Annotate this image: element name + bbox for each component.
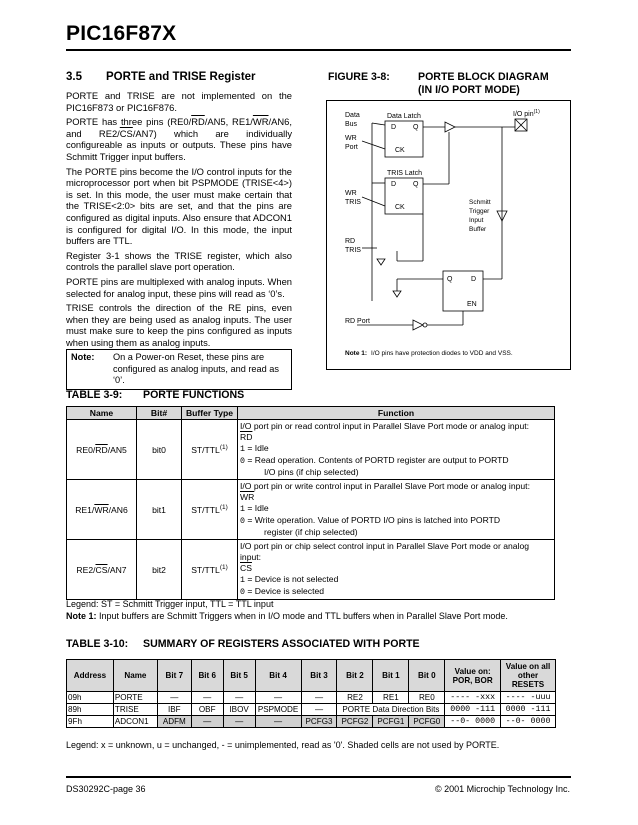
header-bit5: Bit 5	[223, 660, 255, 692]
row-function: I/O port pin or write control input in Parallel Slave Port mode or analog input: $\overline{WR}$ 1 = Idle 0 = Write operation. Value of PORTD I/O pins is latched into PORTD register (if chip selected)	[238, 480, 555, 540]
table2-number: TABLE 3-10:	[66, 638, 129, 650]
paragraph-4: Register 3-1 shows the TRISE register, which also controls the parallel slave port operation.	[66, 249, 292, 273]
row-name: $RE0/\overline{RD}/AN5$	[67, 420, 137, 480]
row-function: I/O port pin or read control input in Parallel Slave Port mode or analog input: $\overline{RD}$ 1 = Idle 0 = Read operation. Contents of PORTD register are output to PORTD I/O pins (if chip selected)	[238, 420, 555, 480]
header-bit0: Bit 0	[409, 660, 445, 692]
section-number: 3.5	[66, 71, 82, 83]
label-rd-tris-2: TRIS	[345, 247, 361, 254]
output-buffer-icon	[445, 122, 455, 132]
rd-port-buffer-icon	[413, 320, 423, 330]
row-buffer: ST/TTL$^{(1)}$	[182, 540, 238, 600]
label-wr-tris-2: TRIS	[345, 199, 361, 206]
label-q3: Q	[447, 276, 453, 283]
table1-legend: Legend: ST = Schmitt Trigger input, TTL = TTL input	[66, 599, 274, 609]
footer-rule	[66, 776, 571, 778]
table-row	[67, 420, 555, 480]
header-bit7: Bit 7	[157, 660, 191, 692]
label-en: EN	[467, 301, 477, 308]
figure-number: FIGURE 3-8:	[328, 71, 390, 83]
footer-right: © 2001 Microchip Technology Inc.	[434, 784, 570, 794]
porte-registers-table	[66, 659, 556, 728]
label-d2: D	[391, 181, 397, 188]
section-body	[66, 90, 292, 351]
header-rule	[66, 49, 571, 51]
header-bit1: Bit 1	[373, 660, 409, 692]
paragraph-2: PORTE has three pins ($RE0/\overline{RD}/AN5$, $RE1/\overline{WR}/AN6$, and $RE2/\overline{CS}/AN7$) which are individually configureable as inputs or outputs. These pins have Schmitt Trigger input buffers.	[66, 116, 293, 162]
label-d1: D	[391, 124, 397, 131]
row-bit: bit2	[137, 540, 182, 600]
label-data-latch: Data Latch	[387, 113, 421, 120]
page-header-title: PIC16F87X	[66, 22, 177, 45]
header-function: Function	[238, 407, 555, 420]
figure-title	[328, 71, 549, 97]
row-name: $RE2/\overline{CS}/AN7$	[67, 540, 137, 600]
header-bit6: Bit 6	[191, 660, 223, 692]
header-buffer: Buffer Type	[182, 407, 238, 420]
label-ck1: CK	[395, 147, 405, 154]
label-data-bus-2: Bus	[345, 121, 358, 128]
table2-header-row	[67, 660, 556, 692]
table1-header-row	[67, 407, 555, 420]
table-row: 9Fh ADCON1 ADFM — — — PCFG3 PCFG2 PCFG1 PCFG0 --0- 0000 --0- 0000	[67, 716, 556, 728]
header-other-resets: Value on all other RESETS	[501, 660, 556, 692]
porte-functions-table	[66, 406, 555, 600]
label-rd-port: RD Port	[345, 318, 370, 325]
table1-title-text: PORTE FUNCTIONS	[143, 389, 245, 401]
footer-left: DS30292C-page 36	[66, 784, 146, 794]
label-tris-latch: TRIS Latch	[387, 170, 423, 177]
label-q1: Q	[413, 124, 419, 131]
label-wr-port-1: WR	[345, 135, 357, 142]
table1-note: Note 1: Input buffers are Schmitt Triggers when in I/O mode and TTL buffers when in Parallel Slave Port mode.	[66, 611, 508, 621]
label-data-bus-1: Data	[345, 112, 360, 119]
note-box	[66, 349, 292, 390]
paragraph-1: PORTE and TRISE are not implemented on the PIC16F873 or PIC16F876.	[66, 90, 292, 113]
row-buffer: ST/TTL$^{(1)}$	[182, 420, 238, 480]
row-buffer: ST/TTL$^{(1)}$	[182, 480, 238, 540]
table1-title	[66, 389, 244, 401]
note-label: Note:	[71, 352, 95, 362]
section-title: PORTE and TRISE Register	[106, 71, 256, 83]
header-bit4: Bit 4	[255, 660, 301, 692]
label-q2: Q	[413, 181, 419, 188]
header-bit2: Bit 2	[337, 660, 373, 692]
table1-number: TABLE 3-9:	[66, 389, 123, 401]
header-address: Address	[67, 660, 114, 692]
label-schmitt-2: Trigger	[469, 208, 490, 215]
figure-title-line2: (IN I/O PORT MODE)	[418, 84, 520, 96]
label-ck2: CK	[395, 204, 405, 211]
label-wr-tris-1: WR	[345, 190, 357, 197]
table2-title	[66, 638, 420, 650]
table-row	[67, 540, 555, 600]
q-buffer-icon	[393, 291, 401, 297]
row-bit: bit1	[137, 480, 182, 540]
note-text: On a Power-on Reset, these pins are configured as analog inputs, and read as ‘0’.	[113, 352, 280, 385]
block-diagram-frame	[326, 100, 571, 370]
table-row: 09h PORTE — — — — — RE2 RE1 RE0 ---- -xxx ---- -uuu	[67, 692, 556, 704]
table2-legend: Legend: x = unknown, u = unchanged, - = unimplemented, read as '0'. Shaded cells are not used by PORTE.	[66, 740, 500, 750]
label-d3: D	[471, 276, 477, 283]
label-schmitt-4: Buffer	[469, 226, 487, 233]
header-name: Name	[113, 660, 157, 692]
porte-block-diagram	[327, 101, 570, 369]
row-name: $RE1/\overline{WR}/AN6$	[67, 480, 137, 540]
label-rd-tris-1: RD	[345, 238, 356, 245]
paragraph-5: PORTE pins are multiplexed with analog inputs. When selected for analog input, these pins will read as ‘0’s.	[66, 275, 292, 299]
table-row	[67, 480, 555, 540]
header-bit3: Bit 3	[301, 660, 337, 692]
figure-note: Note 1: I/O pins have protection diodes to VDD and VSS.	[345, 350, 513, 357]
figure-title-line1: PORTE BLOCK DIAGRAM	[418, 71, 549, 83]
table-row: 89h TRISE IBF OBF IBOV PSPMODE — PORTE Data Direction Bits 0000 -111 0000 -111	[67, 704, 556, 716]
label-schmitt-1: Schmitt	[469, 199, 491, 206]
paragraph-3: The PORTE pins become the I/O control inputs for the microprocessor port when bit PSPMODE (TRISE<4>) is set. In this mode, the user must make certain that the TRISE<2:0> bits are set, and that the pins are configured as digital inputs. Also ensure that ADCON1 is configured for digital I/O. In this mode, the input buffers are TTL.	[66, 165, 292, 247]
header-bit: Bit#	[137, 407, 182, 420]
label-schmitt-3: Input	[469, 217, 484, 224]
label-wr-port-2: Port	[345, 144, 358, 151]
section-heading	[66, 71, 256, 83]
paragraph-6: TRISE controls the direction of the RE pins, even when they are being used as analog inputs. The user must make sure to keep the pins configured as inputs when using them as analog inputs.	[66, 302, 292, 348]
row-bit: bit0	[137, 420, 182, 480]
row-function: I/O port pin or chip select control input in Parallel Slave Port mode or analog input: $\overline{CS}$ 1 = Device is not selected 0 = Device is selected	[238, 540, 555, 600]
header-por-bor: Value on: POR, BOR	[445, 660, 501, 692]
rd-tris-buffer-icon	[377, 259, 385, 265]
label-io-pin: I/O pin$^{(1)}$	[513, 109, 540, 118]
table2-title-text: SUMMARY OF REGISTERS ASSOCIATED WITH PORTE	[143, 638, 420, 650]
header-name: Name	[67, 407, 137, 420]
